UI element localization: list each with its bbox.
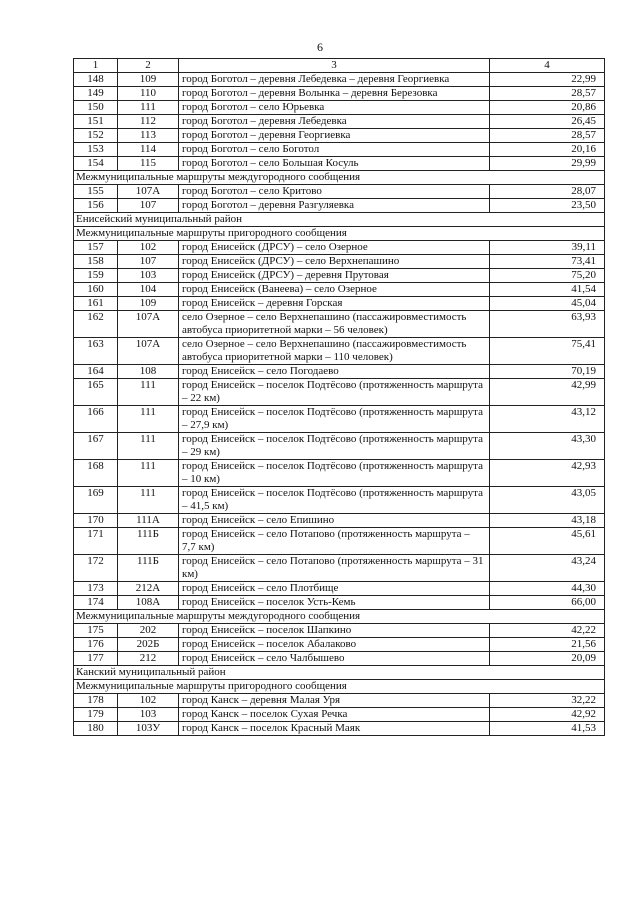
section-heading-row <box>74 680 605 694</box>
row-number: 151 <box>74 115 118 129</box>
section-heading: Канский муниципальный район <box>74 666 605 680</box>
route-code: 111 <box>118 406 179 433</box>
route-name: город Канск – деревня Малая Уря <box>179 694 490 708</box>
route-value: 42,92 <box>490 708 605 722</box>
row-number: 173 <box>74 582 118 596</box>
route-value: 73,41 <box>490 255 605 269</box>
route-value: 28,07 <box>490 185 605 199</box>
route-code: 114 <box>118 143 179 157</box>
route-code: 111 <box>118 379 179 406</box>
route-value: 20,16 <box>490 143 605 157</box>
route-code: 107А <box>118 185 179 199</box>
route-name: город Канск – поселок Сухая Речка <box>179 708 490 722</box>
route-value: 32,22 <box>490 694 605 708</box>
route-name: город Енисейск – поселок Шапкино <box>179 624 490 638</box>
table-row <box>74 555 605 582</box>
route-name: город Боготол – село Юрьевка <box>179 101 490 115</box>
route-name: город Енисейск – поселок Подтёсово (протяженность маршрута – 27,9 км) <box>179 406 490 433</box>
table-row <box>74 596 605 610</box>
route-value: 43,12 <box>490 406 605 433</box>
route-name: город Канск – поселок Красный Маяк <box>179 722 490 736</box>
section-heading: Межмуниципальные маршруты пригородного сообщения <box>74 227 605 241</box>
route-value: 28,57 <box>490 129 605 143</box>
section-heading-row <box>74 227 605 241</box>
route-value: 75,41 <box>490 338 605 365</box>
route-code: 112 <box>118 115 179 129</box>
route-code: 109 <box>118 73 179 87</box>
route-name: город Енисейск – поселок Подтёсово (протяженность маршрута – 22 км) <box>179 379 490 406</box>
table-row <box>74 433 605 460</box>
route-name: город Енисейск – поселок Подтёсово (протяженность маршрута – 10 км) <box>179 460 490 487</box>
route-value: 43,05 <box>490 487 605 514</box>
route-name: город Енисейск – село Чалбышево <box>179 652 490 666</box>
row-number: 174 <box>74 596 118 610</box>
table-row <box>74 157 605 171</box>
route-name: город Енисейск – село Епишино <box>179 514 490 528</box>
route-name: город Боготол – деревня Волынка – деревня Березовка <box>179 87 490 101</box>
table-row <box>74 708 605 722</box>
route-value: 20,86 <box>490 101 605 115</box>
route-code: 103 <box>118 708 179 722</box>
route-name: город Енисейск – село Потапово (протяженность маршрута – 31 км) <box>179 555 490 582</box>
route-name: город Енисейск – деревня Горская <box>179 297 490 311</box>
route-code: 111 <box>118 101 179 115</box>
route-code: 111 <box>118 487 179 514</box>
row-number: 167 <box>74 433 118 460</box>
row-number: 150 <box>74 101 118 115</box>
table-row <box>74 582 605 596</box>
route-value: 75,20 <box>490 269 605 283</box>
route-name: город Енисейск – село Плотбище <box>179 582 490 596</box>
table-row <box>74 101 605 115</box>
row-number: 155 <box>74 185 118 199</box>
table-row <box>74 73 605 87</box>
row-number: 162 <box>74 311 118 338</box>
route-code: 107 <box>118 199 179 213</box>
route-code: 102 <box>118 694 179 708</box>
row-number: 180 <box>74 722 118 736</box>
route-name: город Енисейск (ДРСУ) – деревня Прутовая <box>179 269 490 283</box>
row-number: 168 <box>74 460 118 487</box>
table-row <box>74 87 605 101</box>
route-name: город Енисейск – поселок Абалаково <box>179 638 490 652</box>
route-code: 108 <box>118 365 179 379</box>
row-number: 159 <box>74 269 118 283</box>
route-value: 39,11 <box>490 241 605 255</box>
route-name: город Енисейск – поселок Подтёсово (протяженность маршрута – 41,5 км) <box>179 487 490 514</box>
route-name: город Боготол – село Критово <box>179 185 490 199</box>
route-name: город Боготол – село Большая Косуль <box>179 157 490 171</box>
route-name: город Боготол – деревня Лебедевка – деревня Георгиевка <box>179 73 490 87</box>
route-code: 103У <box>118 722 179 736</box>
table-row <box>74 487 605 514</box>
row-number: 171 <box>74 528 118 555</box>
table-row <box>74 185 605 199</box>
section-heading: Межмуниципальные маршруты пригородного сообщения <box>74 680 605 694</box>
route-value: 66,00 <box>490 596 605 610</box>
section-heading-row <box>74 610 605 624</box>
table-row <box>74 694 605 708</box>
route-value: 70,19 <box>490 365 605 379</box>
row-number: 169 <box>74 487 118 514</box>
route-name: город Боготол – деревня Разгуляевка <box>179 199 490 213</box>
route-value: 22,99 <box>490 73 605 87</box>
table-row <box>74 269 605 283</box>
row-number: 176 <box>74 638 118 652</box>
route-name: город Енисейск – поселок Подтёсово (протяженность маршрута – 29 км) <box>179 433 490 460</box>
section-heading: Межмуниципальные маршруты междугородного сообщения <box>74 610 605 624</box>
route-value: 43,30 <box>490 433 605 460</box>
section-heading-row <box>74 666 605 680</box>
row-number: 165 <box>74 379 118 406</box>
row-number: 148 <box>74 73 118 87</box>
route-code: 202Б <box>118 638 179 652</box>
routes-table-body <box>74 59 605 736</box>
table-row <box>74 255 605 269</box>
route-code: 202 <box>118 624 179 638</box>
row-number: 172 <box>74 555 118 582</box>
row-number: 177 <box>74 652 118 666</box>
route-name: город Енисейск (Ванеева) – село Озерное <box>179 283 490 297</box>
route-name: город Енисейск – село Погодаево <box>179 365 490 379</box>
table-row <box>74 143 605 157</box>
route-name: город Енисейск – село Потапово (протяженность маршрута – 7,7 км) <box>179 528 490 555</box>
route-value: 42,93 <box>490 460 605 487</box>
header-cell: 4 <box>490 59 605 73</box>
route-name: село Озерное – село Верхнепашино (пассажировместимость автобуса приоритетной марки – 56 человек) <box>179 311 490 338</box>
row-number: 154 <box>74 157 118 171</box>
route-code: 111А <box>118 514 179 528</box>
header-cell: 1 <box>74 59 118 73</box>
route-code: 109 <box>118 297 179 311</box>
route-code: 212А <box>118 582 179 596</box>
row-number: 153 <box>74 143 118 157</box>
table-row <box>74 460 605 487</box>
route-code: 111Б <box>118 555 179 582</box>
route-value: 44,30 <box>490 582 605 596</box>
route-name: город Енисейск (ДРСУ) – село Верхнепашино <box>179 255 490 269</box>
route-value: 45,04 <box>490 297 605 311</box>
table-row <box>74 297 605 311</box>
route-code: 104 <box>118 283 179 297</box>
route-code: 108А <box>118 596 179 610</box>
route-value: 41,54 <box>490 283 605 297</box>
route-code: 212 <box>118 652 179 666</box>
route-value: 63,93 <box>490 311 605 338</box>
route-value: 23,50 <box>490 199 605 213</box>
route-value: 28,57 <box>490 87 605 101</box>
route-code: 111Б <box>118 528 179 555</box>
row-number: 166 <box>74 406 118 433</box>
table-row <box>74 624 605 638</box>
section-heading: Енисейский муниципальный район <box>74 213 605 227</box>
route-name: город Боготол – деревня Георгиевка <box>179 129 490 143</box>
route-code: 103 <box>118 269 179 283</box>
route-code: 102 <box>118 241 179 255</box>
table-row <box>74 338 605 365</box>
table-row <box>74 528 605 555</box>
table-row <box>74 115 605 129</box>
table-row <box>74 283 605 297</box>
row-number: 160 <box>74 283 118 297</box>
table-row <box>74 514 605 528</box>
route-value: 21,56 <box>490 638 605 652</box>
row-number: 152 <box>74 129 118 143</box>
table-row <box>74 365 605 379</box>
row-number: 149 <box>74 87 118 101</box>
route-value: 42,99 <box>490 379 605 406</box>
route-code: 107А <box>118 311 179 338</box>
table-row <box>74 722 605 736</box>
route-value: 20,09 <box>490 652 605 666</box>
route-code: 110 <box>118 87 179 101</box>
route-value: 41,53 <box>490 722 605 736</box>
section-heading-row <box>74 171 605 185</box>
row-number: 163 <box>74 338 118 365</box>
section-heading-row <box>74 213 605 227</box>
route-code: 107А <box>118 338 179 365</box>
row-number: 161 <box>74 297 118 311</box>
route-value: 45,61 <box>490 528 605 555</box>
row-number: 156 <box>74 199 118 213</box>
route-code: 115 <box>118 157 179 171</box>
row-number: 164 <box>74 365 118 379</box>
row-number: 157 <box>74 241 118 255</box>
table-row <box>74 406 605 433</box>
route-name: город Енисейск – поселок Усть-Кемь <box>179 596 490 610</box>
route-name: село Озерное – село Верхнепашино (пассажировместимость автобуса приоритетной марки – 110 человек) <box>179 338 490 365</box>
route-code: 107 <box>118 255 179 269</box>
table-row <box>74 311 605 338</box>
route-value: 43,18 <box>490 514 605 528</box>
route-value: 29,99 <box>490 157 605 171</box>
table-row <box>74 241 605 255</box>
row-number: 178 <box>74 694 118 708</box>
route-code: 113 <box>118 129 179 143</box>
route-code: 111 <box>118 433 179 460</box>
row-number: 158 <box>74 255 118 269</box>
table-row <box>74 129 605 143</box>
route-code: 111 <box>118 460 179 487</box>
route-value: 42,22 <box>490 624 605 638</box>
row-number: 179 <box>74 708 118 722</box>
table-row <box>74 379 605 406</box>
table-row <box>74 638 605 652</box>
route-name: город Боготол – деревня Лебедевка <box>179 115 490 129</box>
table-row <box>74 199 605 213</box>
routes-table <box>73 58 605 736</box>
header-cell: 2 <box>118 59 179 73</box>
route-name: город Боготол – село Боготол <box>179 143 490 157</box>
route-value: 43,24 <box>490 555 605 582</box>
page-number: 6 <box>317 40 323 54</box>
table-header-row <box>74 59 605 73</box>
route-name: город Енисейск (ДРСУ) – село Озерное <box>179 241 490 255</box>
row-number: 175 <box>74 624 118 638</box>
row-number: 170 <box>74 514 118 528</box>
route-value: 26,45 <box>490 115 605 129</box>
section-heading: Межмуниципальные маршруты междугородного сообщения <box>74 171 605 185</box>
header-cell: 3 <box>179 59 490 73</box>
table-row <box>74 652 605 666</box>
